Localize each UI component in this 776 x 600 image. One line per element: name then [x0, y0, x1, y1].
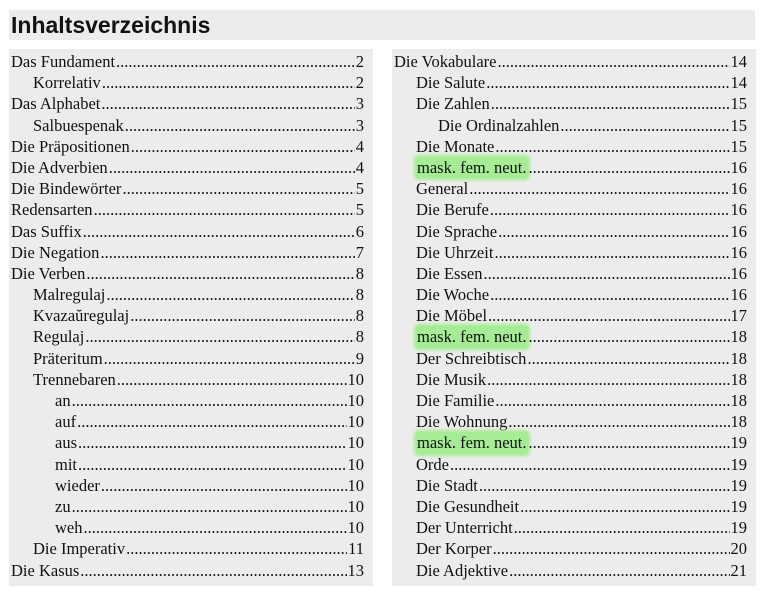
toc-entry-page-number: 6 [355, 221, 364, 241]
toc-entry[interactable] [392, 263, 756, 284]
dot-leader [126, 538, 347, 559]
dot-leader [78, 432, 347, 453]
toc-entry[interactable] [9, 93, 373, 114]
dot-leader [483, 263, 729, 284]
toc-entry-page-number: 4 [355, 136, 364, 156]
dot-leader [102, 72, 355, 93]
dot-leader [100, 242, 354, 263]
toc-entry[interactable] [392, 432, 756, 453]
toc-entry-page-number: 16 [730, 179, 747, 199]
toc-entry-page-number: 19 [730, 496, 747, 516]
toc-entry-page-number: 15 [730, 115, 747, 135]
toc-entry[interactable] [392, 369, 756, 390]
toc-entry[interactable] [392, 178, 756, 199]
toc-entry[interactable] [9, 432, 373, 453]
toc-entry-page-number: 15 [730, 94, 747, 114]
toc-entry-label: General [416, 179, 469, 199]
toc-entry-page-number: 19 [730, 454, 747, 474]
toc-entry-page-number: 10 [347, 391, 364, 410]
toc-entry[interactable] [9, 348, 373, 369]
toc-entry-label: mit [55, 454, 78, 474]
dot-leader [529, 157, 730, 178]
toc-entry-page-number: 3 [355, 115, 364, 135]
toc-entry-page-number: 7 [355, 242, 364, 262]
dot-leader [527, 348, 729, 369]
toc-entry-page-number: 18 [730, 391, 747, 410]
toc-entry[interactable] [392, 242, 756, 263]
toc-entry-label: Salbuespenak [33, 115, 124, 135]
toc-entry-label: Das Alphabet [11, 94, 101, 114]
toc-entry-page-number: 4 [355, 157, 364, 177]
toc-entry-page-number: 8 [355, 285, 364, 305]
toc-entry-label: Der Schreibtisch [416, 348, 527, 368]
toc-entry[interactable] [392, 93, 756, 114]
toc-entry-label: Die Uhrzeit [416, 242, 494, 262]
dot-leader [508, 411, 729, 432]
toc-entry-label: Der Korper [416, 539, 492, 559]
toc-entry[interactable] [9, 178, 373, 199]
toc-entry-page-number: 16 [730, 263, 747, 283]
dot-leader [78, 454, 346, 475]
toc-entry-label: Die Wohnung [416, 412, 508, 432]
toc-entry[interactable] [9, 475, 373, 496]
toc-entry-page-number: 19 [730, 518, 747, 538]
toc-entry-label: zu [55, 496, 71, 516]
toc-column-left [9, 49, 373, 586]
toc-entry-page-number: 18 [730, 412, 747, 432]
toc-entry-page-number: 5 [355, 200, 364, 220]
toc-entry[interactable] [392, 560, 756, 581]
toc-entry[interactable] [392, 517, 756, 538]
toc-entry-label: auf [55, 412, 77, 432]
toc-entry-page-number: 10 [347, 496, 364, 516]
dot-leader [490, 284, 729, 305]
toc-entry-label: Die Negation [11, 242, 100, 262]
toc-entry-label: Die Präpositionen [11, 136, 130, 156]
dot-leader [130, 305, 355, 326]
dot-leader [85, 326, 354, 347]
dot-leader [117, 369, 347, 390]
toc-entry[interactable] [9, 263, 373, 284]
dot-leader [116, 51, 355, 72]
dot-leader [495, 136, 729, 157]
dot-leader [109, 157, 355, 178]
toc-entry[interactable] [9, 136, 373, 157]
toc-entry[interactable] [392, 454, 756, 475]
toc-entry-label: Die Monate [416, 136, 495, 156]
toc-entry-page-number: 10 [347, 475, 364, 495]
toc-entry-label: Die Adverbien [11, 157, 108, 177]
dot-leader [86, 263, 354, 284]
toc-entry-label: Die Ordinalzahlen [438, 115, 560, 135]
toc-entry-label: Die Adjektive [416, 560, 509, 580]
dot-leader [514, 517, 730, 538]
toc-entry-page-number: 15 [730, 136, 747, 156]
dot-leader [491, 93, 730, 114]
toc-entry-label-highlighted: mask. fem. neut. [417, 327, 527, 347]
dot-leader [122, 178, 354, 199]
toc-entry-page-number: 16 [730, 285, 747, 305]
dot-leader [80, 560, 346, 581]
toc-entry-label: Malregulaj [33, 285, 106, 305]
toc-entry-page-number: 10 [347, 433, 364, 453]
toc-entry[interactable] [9, 284, 373, 305]
toc-entry-page-number: 2 [355, 73, 364, 93]
dot-leader [494, 242, 729, 263]
toc-entry-label: Die Gesundheit [416, 496, 520, 516]
dot-leader [83, 221, 355, 242]
toc-entry-page-number: 2 [355, 52, 364, 71]
dot-leader [72, 496, 347, 517]
toc-entry[interactable] [392, 411, 756, 432]
toc-entry-page-number: 10 [347, 518, 364, 538]
toc-entry[interactable] [392, 305, 756, 326]
toc-entry[interactable] [9, 242, 373, 263]
dot-leader [486, 72, 729, 93]
dot-leader [131, 136, 355, 157]
toc-entry[interactable] [9, 199, 373, 220]
dot-leader [498, 51, 730, 72]
toc-entry-label: Die Musik [416, 369, 487, 389]
toc-entry-label: Die Familie [416, 391, 495, 410]
toc-entry[interactable] [9, 305, 373, 326]
dot-leader [77, 411, 346, 432]
page-title: Inhaltsverzeichnis [9, 10, 755, 40]
toc-entry-page-number: 19 [730, 475, 747, 495]
toc-entry[interactable] [392, 348, 756, 369]
toc-entry[interactable] [9, 390, 373, 411]
toc-entry-label: Die Vokabulare [394, 52, 497, 71]
dot-leader [520, 496, 729, 517]
toc-entry[interactable] [392, 390, 756, 411]
dot-leader [469, 178, 729, 199]
dot-leader [529, 326, 730, 347]
toc-entry-page-number: 17 [730, 306, 747, 326]
toc-entry-page-number: 18 [730, 369, 747, 389]
toc-entry-page-number: 20 [730, 539, 747, 559]
toc-entry[interactable] [9, 517, 373, 538]
toc-entry[interactable] [392, 115, 756, 136]
toc-entry[interactable] [392, 538, 756, 559]
toc-entry-label: Die Stadt [416, 475, 478, 495]
toc-entry-page-number: 8 [355, 263, 364, 283]
toc-entry-label: Die Imperativ [33, 539, 126, 559]
toc-entry-label: wieder [55, 475, 100, 495]
toc-entry[interactable] [9, 72, 373, 93]
toc-entry[interactable] [392, 136, 756, 157]
toc-entry-label: Orde [416, 454, 449, 474]
toc-entry-page-number: 10 [347, 369, 364, 389]
toc-entry[interactable] [392, 199, 756, 220]
toc-entry[interactable] [9, 538, 373, 559]
dot-leader [106, 284, 354, 305]
toc-entry-page-number: 13 [347, 560, 364, 580]
toc-entry-label: Das Suffix [11, 221, 82, 241]
dot-leader [450, 454, 730, 475]
toc-entry-page-number: 16 [730, 221, 747, 241]
dot-leader [560, 115, 729, 136]
toc-entry-label: aus [55, 433, 77, 453]
toc-entry-page-number: 19 [730, 433, 747, 453]
toc-entry-label: an [55, 391, 71, 410]
toc-entry-label: Die Essen [416, 263, 483, 283]
toc-entry-label: Die Möbel [416, 306, 488, 326]
toc-entry[interactable] [9, 560, 373, 581]
toc-entry-label: Der Unterricht [416, 518, 513, 538]
toc-entry-label: Die Salute [416, 73, 486, 93]
toc-entry[interactable] [9, 411, 373, 432]
toc-entry[interactable] [9, 496, 373, 517]
toc-entry-label: Die Woche [416, 285, 490, 305]
toc-entry[interactable] [392, 157, 756, 178]
dot-leader [84, 517, 347, 538]
toc-entry[interactable] [392, 326, 756, 347]
toc-entry[interactable] [392, 496, 756, 517]
toc-entry-page-number: 9 [355, 348, 364, 368]
toc-entry[interactable] [9, 326, 373, 347]
toc-entry-page-number: 16 [730, 157, 747, 177]
dot-leader [487, 369, 729, 390]
toc-entry[interactable] [392, 221, 756, 242]
toc-entry-label: Redensarten [11, 200, 93, 220]
dot-leader [498, 221, 729, 242]
toc-entry-label: Die Kasus [11, 560, 80, 580]
toc-entry-page-number: 18 [730, 327, 747, 347]
toc-entry[interactable] [9, 221, 373, 242]
toc-entry-label: Die Verben [11, 263, 86, 283]
toc-entry-page-number: 10 [347, 454, 364, 474]
toc-entry[interactable] [392, 475, 756, 496]
toc-entry-label: Korrelativ [33, 73, 101, 93]
toc-entry-page-number: 16 [730, 200, 747, 220]
toc-entry-page-number: 11 [348, 539, 364, 559]
toc-entry-label: weh [55, 518, 83, 538]
toc-entry[interactable] [9, 115, 373, 136]
toc-entry[interactable] [9, 454, 373, 475]
toc-entry-label: Die Sprache [416, 221, 498, 241]
toc-entry-page-number: 8 [355, 306, 364, 326]
toc-entry-label: Trennebaren [33, 369, 116, 389]
toc-entry-label: Die Zahlen [416, 94, 490, 114]
dot-leader [72, 390, 347, 411]
dot-leader [101, 93, 354, 114]
dot-leader [101, 475, 347, 496]
toc-entry-page-number: 21 [730, 560, 747, 580]
dot-leader [490, 199, 730, 220]
toc-entry-label: Die Bindewörter [11, 179, 122, 199]
dot-leader [493, 538, 730, 559]
dot-leader [509, 560, 729, 581]
toc-column-right [392, 49, 756, 586]
toc-entry-page-number: 8 [355, 327, 364, 347]
toc-entry-label: Kvazaŭregulaj [33, 306, 130, 326]
toc-entry-page-number: 10 [347, 412, 364, 432]
toc-entry[interactable] [9, 369, 373, 390]
toc-entry[interactable] [392, 51, 756, 72]
toc-entry-page-number: 18 [730, 348, 747, 368]
toc-entry[interactable] [392, 284, 756, 305]
dot-leader [125, 115, 355, 136]
dot-leader [94, 199, 355, 220]
dot-leader [495, 390, 729, 411]
toc-entry-page-number: 3 [355, 94, 364, 114]
toc-entry-label: Das Fundament [11, 52, 116, 71]
toc-entry-label-highlighted: mask. fem. neut. [417, 433, 527, 453]
toc-entry-page-number: 5 [355, 179, 364, 199]
toc-entry-page-number: 14 [730, 52, 747, 71]
toc-entry-label: Die Berufe [416, 200, 489, 220]
toc-entry-page-number: 14 [730, 73, 747, 93]
dot-leader [104, 348, 355, 369]
toc-entry[interactable] [392, 72, 756, 93]
toc-entry-label: Präteritum [33, 348, 103, 368]
toc-entry-label-highlighted: mask. fem. neut. [417, 157, 527, 177]
dot-leader [529, 432, 730, 453]
dot-leader [488, 305, 729, 326]
toc-entry-label: Regulaj [33, 327, 85, 347]
toc-entry[interactable] [9, 51, 373, 72]
toc-entry[interactable] [9, 157, 373, 178]
toc-entry-page-number: 16 [730, 242, 747, 262]
dot-leader [479, 475, 730, 496]
